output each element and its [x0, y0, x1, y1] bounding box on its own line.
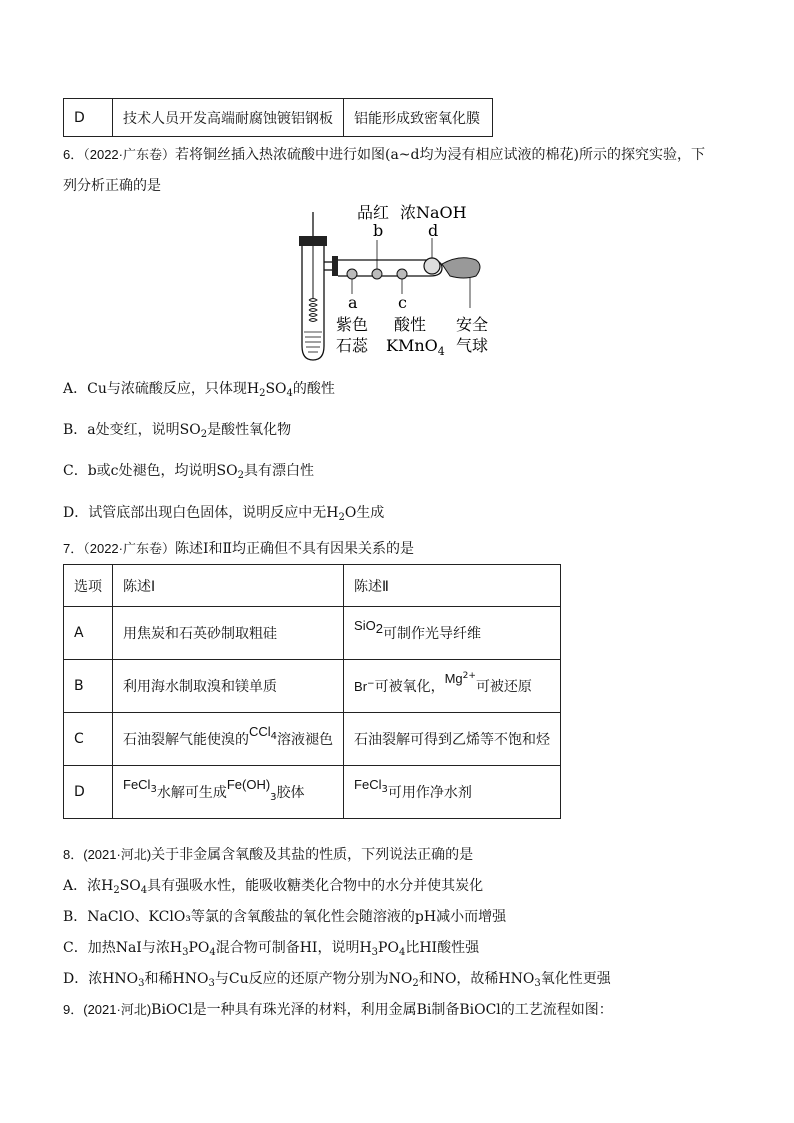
row-c-statement1: 石油裂解气能使溴的CCl$_4$溶液褪色 [113, 713, 344, 766]
q8-option-a: A．浓$H_2SO_4$具有强吸水性，能吸收糖类化合物中的水分并使其炭化 [63, 878, 484, 896]
table-cell-statement2: 铝能形成致密氧化膜 [344, 99, 493, 137]
q6-option-a: A．Cu与浓硫酸反应，只体现$H_2SO_4$的酸性 [63, 381, 335, 399]
q9-number: 9． [63, 1002, 84, 1017]
label-naoh: 浓NaOH [400, 203, 467, 222]
q8-stem [63, 846, 473, 864]
letter-b: b [373, 221, 384, 240]
header-option: 选项 [64, 565, 113, 607]
q8-number: 8． [63, 847, 84, 862]
header-statement2: 陈述Ⅱ [344, 565, 561, 607]
q7-number: 7． [63, 541, 84, 556]
table-cell-option: D [64, 99, 113, 137]
cotton-b [372, 269, 382, 279]
q7-stem-text: 陈述Ⅰ和Ⅱ均正确但不具有因果关系的是 [174, 541, 415, 557]
row-b-option: B [64, 660, 113, 713]
q6-stem-line2 [63, 177, 161, 195]
table-row [64, 713, 561, 766]
q9-source: (2021·河北) [83, 1002, 152, 1017]
label-a-line2: 石蕊 [336, 336, 369, 355]
cotton-d [424, 258, 440, 274]
cotton-c [397, 269, 407, 279]
table-row [64, 565, 561, 607]
q6-option-c: C．b或c处褪色，均说明$SO_2$具有漂白性 [63, 463, 314, 481]
header-statement1: 陈述Ⅰ [113, 565, 344, 607]
q8-source: (2021·河北) [83, 847, 152, 862]
q8-option-d: D．浓$HNO_3$和稀$HNO_3$与Cu反应的还原产物分别为$NO_2$和NO，故稀$HNO_3$氧化性更强 [63, 971, 611, 989]
table-cell-statement1: 技术人员开发高端耐腐蚀镀铝钢板 [113, 99, 344, 137]
stopper [299, 236, 327, 246]
row-b-statement1: 利用海水制取溴和镁单质 [113, 660, 344, 713]
row-a-statement2: SiO$_2$可制作光导纤维 [344, 607, 561, 660]
row-c-option: C [64, 713, 113, 766]
label-a-line1: 紫色 [336, 315, 369, 334]
safety-balloon [442, 258, 480, 278]
q7-table [63, 564, 561, 819]
q6-apparatus-figure [290, 198, 510, 363]
label-balloon-line2: 气球 [456, 336, 489, 355]
q9-stem [63, 1001, 613, 1019]
top-answer-table [63, 98, 493, 137]
connector-stopper [332, 256, 338, 276]
q6-stem-text: 若将铜丝插入热浓硫酸中进行如图(a~d均为浸有相应试液的棉花)所示的探究实验，下 [174, 147, 705, 163]
table-row [64, 660, 561, 713]
row-d-statement2: FeCl$_3$可用作净水剂 [344, 766, 561, 819]
q6-source: （2022·广东卷） [83, 147, 175, 162]
label-c-line1: 酸性 [394, 315, 427, 334]
copper-coil [309, 299, 317, 322]
row-a-statement1: 用焦炭和石英砂制取粗硅 [113, 607, 344, 660]
q8-option-b: B．NaClO、KClO₃等氯的含氧酸盐的氧化性会随溶液的pH减小而增强 [63, 909, 507, 925]
letter-c: c [398, 293, 407, 312]
table-row [64, 766, 561, 819]
q6-stem-line1 [63, 146, 705, 164]
q6-option-b: B．a处变红，说明$SO_2$是酸性氧化物 [63, 422, 292, 440]
row-a-option: A [64, 607, 113, 660]
letter-d: d [428, 221, 439, 240]
letter-a: a [348, 293, 358, 312]
row-b-statement2: Br−可被氧化，$Mg^{2+}$可被还原 [344, 660, 561, 713]
q8-option-c: C．加热NaI与浓$H_3PO_4$混合物可制备HI，说明$H_3PO_4$比HI酸性强 [63, 940, 480, 958]
label-pinhong: 品红 [357, 203, 390, 222]
q6-option-d: D．试管底部出现白色固体，说明反应中无$H_2O$生成 [63, 505, 385, 523]
q7-stem [63, 540, 414, 558]
label-balloon-line1: 安全 [456, 315, 489, 334]
q6-number: 6． [63, 147, 84, 162]
table-row [64, 607, 561, 660]
cotton-a [347, 269, 357, 279]
row-c-statement2: 石油裂解可得到乙烯等不饱和烃 [344, 713, 561, 766]
q9-stem-text: BiOCl是一种具有珠光泽的材料，利用金属Bi制备BiOCl的工艺流程如图： [151, 1002, 613, 1018]
label-c-line2: KMnO$_4$ [386, 336, 445, 358]
row-d-option: D [64, 766, 113, 819]
row-d-statement1: FeCl$_3$水解可生成$Fe(OH)_3$胶体 [113, 766, 344, 819]
q7-source: （2022·广东卷） [83, 541, 175, 556]
q6-stem-text-2: 列分析正确的是 [63, 178, 161, 194]
q8-stem-text: 关于非金属含氧酸及其盐的性质，下列说法正确的是 [151, 847, 474, 863]
